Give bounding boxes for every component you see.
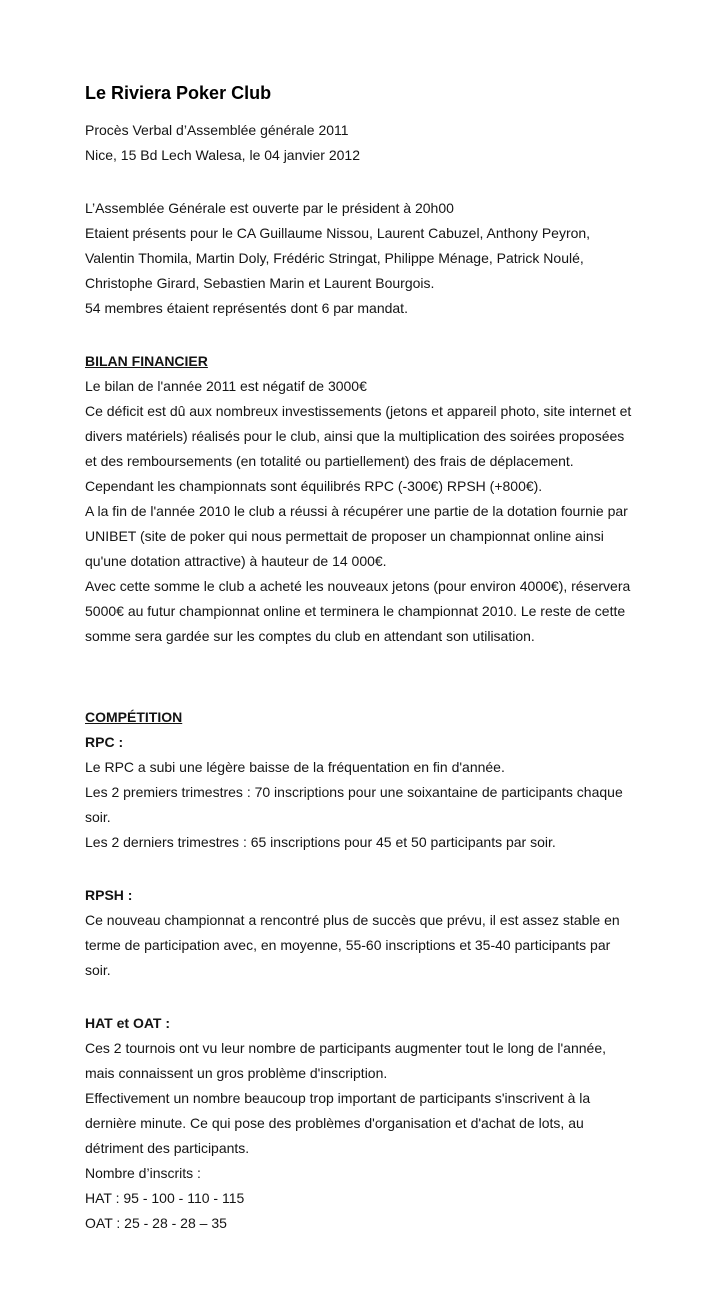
paragraph: Etaient présents pour le CA Guillaume Nissou, Laurent Cabuzel, Anthony Peyron, Valentin Thomila, Martin Doly, Frédéric Stringat, Philippe Ménage, Patrick Noulé, Christophe Girard, Sebastien Marin et Laurent Bourgois. — [85, 225, 591, 291]
paragraph: Cependant les championnats sont équilibrés RPC (-300€) RPSH (+800€). — [85, 478, 543, 494]
paragraph: L’Assemblée Générale est ouverte par le président à 20h00 — [85, 200, 454, 216]
paragraph: Nice, 15 Bd Lech Walesa, le 04 janvier 2012 — [85, 147, 360, 163]
paragraph: 54 membres étaient représentés dont 6 par mandat. — [85, 300, 408, 316]
spacer — [85, 677, 639, 705]
subheading: RPC : — [85, 734, 124, 750]
paragraph: Ces 2 tournois ont vu leur nombre de participants augmenter tout le long de l'année, mais connaissent un gros problème d'inscription. — [85, 1040, 606, 1081]
document-body — [85, 80, 639, 1236]
section-heading: BILAN FINANCIER — [85, 353, 208, 369]
paragraph: Effectivement un nombre beaucoup trop important de participants s'inscrivent à la dernière minute. Ce qui pose des problèmes d'organisation et d'achat de lots, au détriment des participants. — [85, 1090, 591, 1156]
paragraph: A la fin de l'année 2010 le club a réussi à récupérer une partie de la dotation fournie par UNIBET (site de poker qui nous permettait de proposer un championnat online ainsi qu'une dotation attractive) à hauteur de 14 000€. — [85, 503, 628, 569]
paragraph: Avec cette somme le club a acheté les nouveaux jetons (pour environ 4000€), réservera 5000€ au futur championnat online et terminera le championnat 2010. Le reste de cette somme sera gardée sur les comptes du club en attendant son utilisation. — [85, 578, 631, 644]
paragraph: Ce déficit est dû aux nombreux investissements (jetons et appareil photo, site internet et divers matériels) réalisés pour le club, ainsi que la multiplication des soirées proposées et des remboursements (en totalité ou partiellement) des frais de déplacement. — [85, 403, 632, 469]
paragraph: Ce nouveau championnat a rencontré plus de succès que prévu, il est assez stable en terme de participation avec, en moyenne, 55-60 inscriptions et 35-40 participants par soir. — [85, 912, 620, 978]
subheading: RPSH : — [85, 887, 133, 903]
document-title: Le Riviera Poker Club — [85, 83, 272, 103]
paragraph: Le bilan de l'année 2011 est négatif de 3000€ — [85, 378, 367, 394]
spacer — [85, 983, 639, 1011]
section-heading: COMPÉTITION — [85, 709, 183, 725]
spacer — [85, 649, 639, 677]
paragraph: Nombre d’inscrits : — [85, 1165, 201, 1181]
paragraph: HAT : 95 - 100 - 110 - 115 — [85, 1190, 245, 1206]
paragraph: OAT : 25 - 28 - 28 – 35 — [85, 1215, 227, 1231]
paragraph: Le RPC a subi une légère baisse de la fréquentation en fin d'année. — [85, 759, 505, 775]
paragraph: Les 2 derniers trimestres : 65 inscriptions pour 45 et 50 participants par soir. — [85, 834, 556, 850]
subheading: HAT et OAT : — [85, 1015, 171, 1031]
paragraph: Les 2 premiers trimestres : 70 inscriptions pour une soixantaine de participants chaque soir. — [85, 784, 623, 825]
spacer — [85, 321, 639, 349]
paragraph: Procès Verbal d’Assemblée générale 2011 — [85, 122, 349, 138]
spacer — [85, 855, 639, 883]
spacer — [85, 168, 639, 196]
